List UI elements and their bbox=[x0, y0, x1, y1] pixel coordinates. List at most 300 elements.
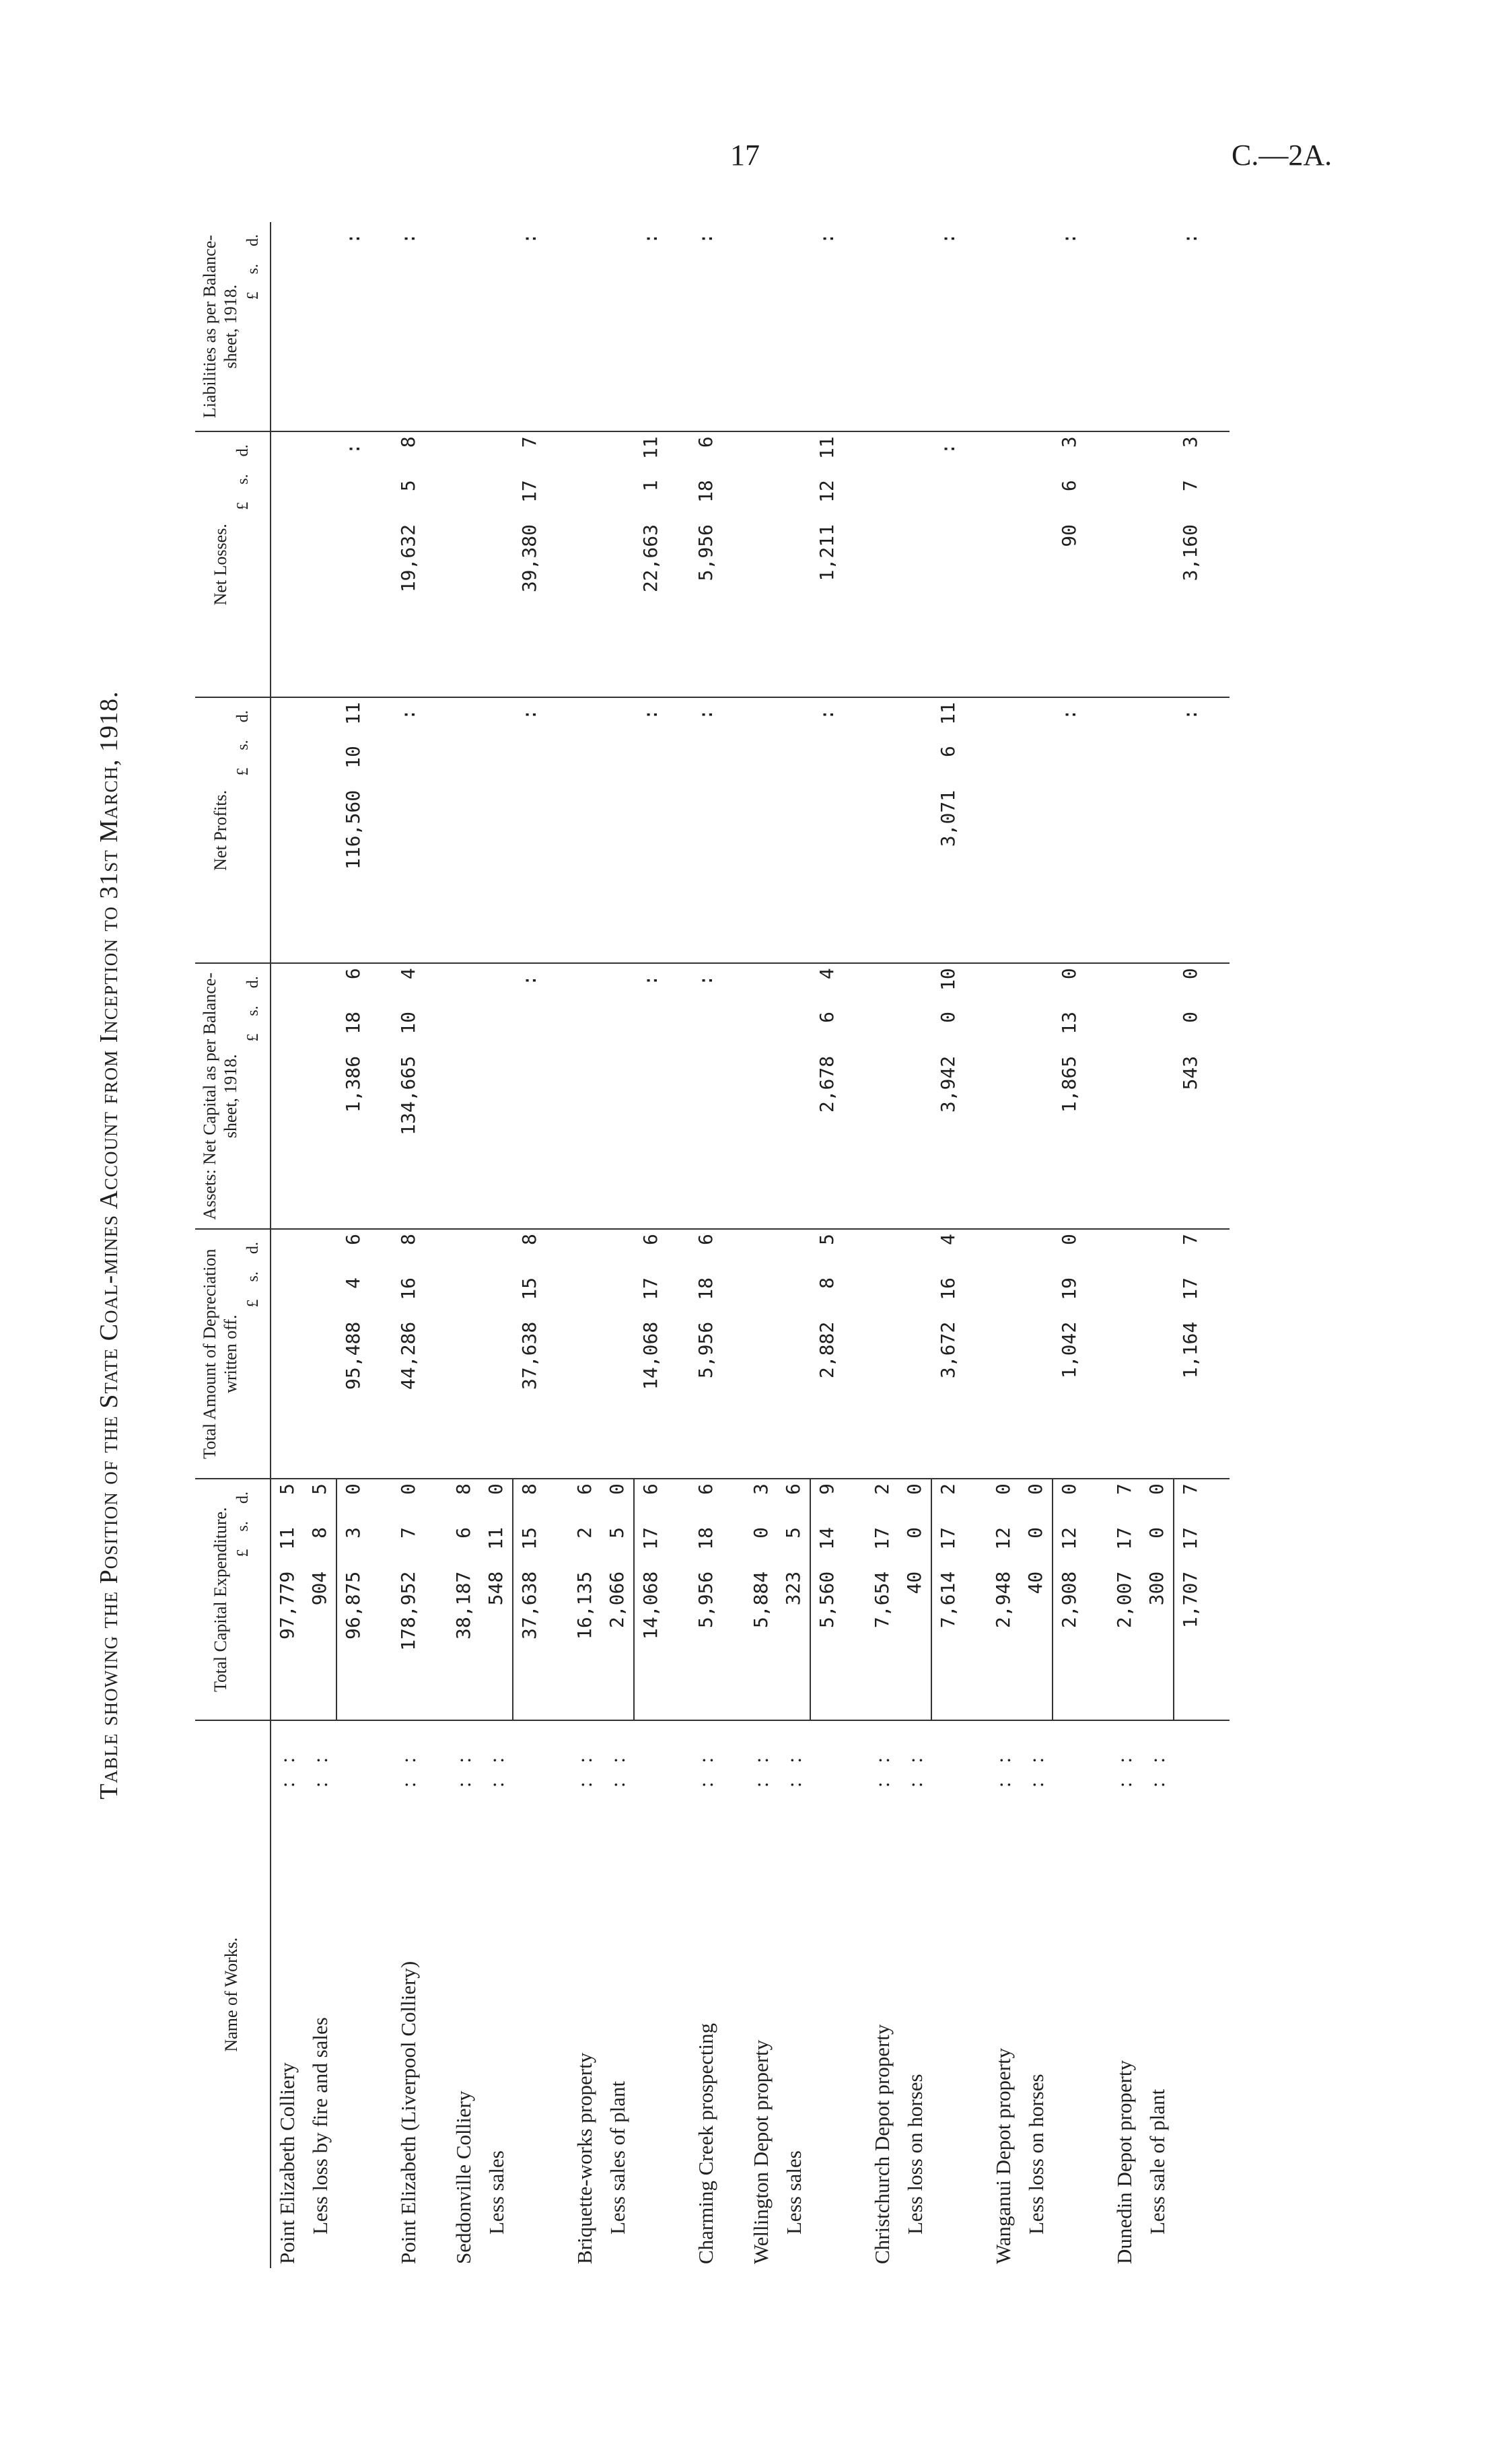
blank-cell bbox=[931, 1720, 964, 2268]
item-row bbox=[1020, 222, 1053, 2268]
dep-shillings: 15 bbox=[518, 1277, 540, 1300]
dep-shillings: 16 bbox=[936, 1277, 959, 1300]
blank-cell bbox=[569, 431, 601, 697]
spacer-cell bbox=[964, 1720, 987, 2268]
cap-shillings: 14 bbox=[810, 1523, 843, 1568]
spacer-cell bbox=[369, 431, 392, 697]
spacer-cell bbox=[843, 697, 866, 963]
cap-pounds: 14,068 bbox=[634, 1568, 667, 1720]
work-name: Charming Creek prospecting bbox=[694, 2022, 718, 2264]
cap-pounds: 5,956 bbox=[690, 1568, 722, 1720]
blank-cell bbox=[987, 222, 1020, 431]
spacer-cell bbox=[1086, 1229, 1108, 1479]
loss-pence: 11 bbox=[639, 436, 662, 460]
profit-placeholder: : bbox=[1174, 697, 1207, 963]
blank-cell bbox=[569, 697, 601, 963]
work-name: Wellington Depot property bbox=[749, 2039, 773, 2264]
cap-pence: 6 bbox=[573, 1483, 596, 1495]
blank-cell bbox=[1108, 963, 1141, 1229]
work-name: Less sale of plant bbox=[1145, 2088, 1169, 2234]
cap-shillings: 12 bbox=[1053, 1523, 1086, 1568]
dep-pounds: 14,068 bbox=[634, 1318, 667, 1479]
spacer-cell bbox=[722, 1479, 745, 1720]
cap-shillings: 17 bbox=[931, 1523, 964, 1568]
assets-pounds: 2,678 bbox=[810, 1052, 843, 1229]
blank-cell bbox=[777, 963, 810, 1229]
cap-pence: 8 bbox=[452, 1483, 475, 1495]
blank-cell bbox=[569, 222, 601, 431]
cap-pounds: 7,614 bbox=[931, 1568, 964, 1720]
spacer-cell bbox=[425, 222, 448, 431]
work-name: Less loss on horses bbox=[1024, 2074, 1048, 2234]
blank-cell bbox=[448, 431, 480, 697]
blank-cell bbox=[987, 697, 1020, 963]
loss-pounds: 19,632 bbox=[392, 520, 425, 697]
profit-pence: 11 bbox=[936, 702, 959, 726]
blank-cell bbox=[1020, 222, 1053, 431]
item-row bbox=[987, 222, 1020, 2268]
blank-cell bbox=[1020, 697, 1053, 963]
leader-dots: : : bbox=[605, 1751, 629, 1788]
cap-pounds: 5,884 bbox=[745, 1568, 777, 1720]
spacer-cell bbox=[369, 1479, 392, 1720]
blank-cell bbox=[513, 1720, 546, 2268]
blank-cell bbox=[271, 697, 304, 963]
liab-placeholder: : bbox=[931, 222, 964, 431]
blank-cell bbox=[634, 1720, 667, 2268]
spacer-cell bbox=[722, 431, 745, 697]
spacer-cell bbox=[1086, 963, 1108, 1229]
blank-cell bbox=[866, 963, 898, 1229]
assets-pounds: 3,942 bbox=[931, 1052, 964, 1229]
spacer-cell bbox=[1207, 1479, 1230, 1720]
loss-pounds: 5,956 bbox=[690, 520, 722, 697]
cap-shillings: 7 bbox=[397, 1526, 420, 1539]
assets-shillings: 18 bbox=[341, 1012, 364, 1034]
blank-cell bbox=[480, 1229, 513, 1479]
spacer-cell bbox=[369, 222, 392, 431]
cap-pounds: 7,654 bbox=[866, 1568, 898, 1720]
cap-shillings: 17 bbox=[871, 1526, 894, 1550]
spacer-cell bbox=[722, 1229, 745, 1479]
cap-pence: 2 bbox=[871, 1483, 894, 1495]
spacer-cell bbox=[722, 1720, 745, 2268]
item-row bbox=[898, 222, 931, 2268]
spacer-cell bbox=[425, 1720, 448, 2268]
cap-pence: 6 bbox=[782, 1483, 805, 1495]
leader-dots: : : bbox=[1145, 1751, 1169, 1788]
blank-cell bbox=[448, 222, 480, 431]
spacer-cell bbox=[667, 222, 690, 431]
spacer-cell bbox=[1086, 697, 1108, 963]
blank-cell bbox=[601, 697, 634, 963]
dep-shillings: 8 bbox=[815, 1277, 838, 1289]
dep-shillings: 18 bbox=[695, 1277, 717, 1300]
single-row bbox=[690, 222, 722, 2268]
assets-shillings: 0 bbox=[1178, 1012, 1201, 1023]
spacer-row bbox=[722, 222, 745, 2268]
loss-pence: 3 bbox=[1057, 436, 1080, 448]
spacer-cell bbox=[667, 963, 690, 1229]
col-head-capital: Total Capital Expenditure. £ s. d. bbox=[195, 1479, 271, 1720]
item-row bbox=[601, 222, 634, 2268]
work-name: Seddonville Colliery bbox=[452, 2090, 476, 2264]
dep-shillings: 16 bbox=[397, 1277, 420, 1300]
loss-placeholder: : bbox=[931, 431, 964, 697]
spacer-cell bbox=[722, 697, 745, 963]
liab-placeholder: : bbox=[392, 222, 425, 431]
blank-cell bbox=[271, 431, 304, 697]
blank-cell bbox=[1141, 697, 1174, 963]
item-row bbox=[569, 222, 601, 2268]
total-row bbox=[336, 222, 369, 2268]
table-body bbox=[271, 222, 1230, 2268]
blank-cell bbox=[271, 1229, 304, 1479]
profit-placeholder: : bbox=[392, 697, 425, 963]
blank-cell bbox=[271, 222, 304, 431]
cap-pence: 6 bbox=[634, 1479, 667, 1523]
blank-cell bbox=[745, 963, 777, 1229]
dep-pence: 6 bbox=[341, 1234, 364, 1246]
spacer-cell bbox=[1086, 1479, 1108, 1720]
blank-cell bbox=[745, 431, 777, 697]
spacer-cell bbox=[425, 963, 448, 1229]
spacer-cell bbox=[369, 1229, 392, 1479]
item-row bbox=[271, 222, 304, 2268]
blank-cell bbox=[448, 963, 480, 1229]
leader-dots: : : bbox=[452, 1751, 476, 1788]
cap-shillings: 0 bbox=[1024, 1526, 1047, 1539]
col-head-name: Name of Works. bbox=[195, 1720, 271, 2268]
assets-pence: 10 bbox=[936, 968, 959, 991]
profit-placeholder: : bbox=[634, 697, 667, 963]
spacer-cell bbox=[546, 1229, 569, 1479]
loss-placeholder: : bbox=[336, 431, 369, 697]
assets-shillings: 0 bbox=[936, 1012, 959, 1023]
assets-pence: 6 bbox=[341, 968, 364, 980]
liab-placeholder: : bbox=[336, 222, 369, 431]
col-head-liabilities: Liabilities as per Balance-sheet, 1918. £ s. d. bbox=[195, 222, 271, 431]
profit-shillings: 6 bbox=[936, 746, 959, 757]
profit-pounds: 3,071 bbox=[931, 786, 964, 963]
cap-shillings: 5 bbox=[782, 1526, 805, 1539]
profit-pence: 11 bbox=[341, 702, 364, 726]
leader-dots: : : bbox=[902, 1751, 927, 1788]
single-row bbox=[392, 222, 425, 2268]
total-row bbox=[513, 222, 546, 2268]
cap-pounds: 2,948 bbox=[987, 1568, 1020, 1720]
spacer-cell bbox=[1207, 431, 1230, 697]
leader-dots: : : bbox=[694, 1751, 718, 1788]
spacer-cell bbox=[964, 431, 987, 697]
spacer-row bbox=[369, 222, 392, 2268]
loss-pence: 7 bbox=[518, 436, 540, 448]
spacer-cell bbox=[964, 1479, 987, 1720]
spacer-cell bbox=[425, 1229, 448, 1479]
total-row bbox=[1053, 222, 1086, 2268]
cap-pence: 3 bbox=[750, 1483, 773, 1495]
work-name: Less sales of plant bbox=[605, 2080, 629, 2234]
blank-cell bbox=[1020, 431, 1053, 697]
dep-pounds: 37,638 bbox=[513, 1318, 546, 1479]
cap-pounds: 5,560 bbox=[810, 1568, 843, 1720]
coal-mines-account-table bbox=[195, 222, 1230, 2268]
assets-pounds: 1,386 bbox=[336, 1052, 369, 1229]
loss-pounds: 22,663 bbox=[634, 520, 667, 697]
blank-cell bbox=[1108, 697, 1141, 963]
dep-shillings: 17 bbox=[1178, 1277, 1201, 1300]
assets-placeholder: : bbox=[634, 963, 667, 1229]
cap-pence: 0 bbox=[606, 1483, 629, 1495]
spacer-row bbox=[546, 222, 569, 2268]
blank-cell bbox=[866, 431, 898, 697]
blank-cell bbox=[601, 222, 634, 431]
cap-shillings: 0 bbox=[903, 1526, 926, 1539]
spacer-row bbox=[1086, 222, 1108, 2268]
blank-cell bbox=[987, 431, 1020, 697]
blank-cell bbox=[745, 1229, 777, 1479]
cap-pence: 0 bbox=[1024, 1483, 1047, 1495]
spacer-cell bbox=[1207, 697, 1230, 963]
blank-cell bbox=[1174, 1720, 1207, 2268]
spacer-cell bbox=[1207, 222, 1230, 431]
spacer-cell bbox=[722, 222, 745, 431]
profit-placeholder: : bbox=[690, 697, 722, 963]
blank-cell bbox=[448, 1229, 480, 1479]
cap-pounds: 16,135 bbox=[569, 1568, 601, 1720]
cap-pence: 5 bbox=[276, 1483, 299, 1495]
item-row bbox=[866, 222, 898, 2268]
blank-cell bbox=[898, 963, 931, 1229]
blank-cell bbox=[480, 963, 513, 1229]
dep-pounds: 44,286 bbox=[392, 1318, 425, 1479]
spacer-cell bbox=[843, 1479, 866, 1720]
item-row bbox=[1141, 222, 1174, 2268]
cap-shillings: 15 bbox=[513, 1523, 546, 1568]
header-row bbox=[195, 222, 271, 2268]
blank-cell bbox=[271, 963, 304, 1229]
work-name: Point Elizabeth (Liverpool Colliery) bbox=[396, 1961, 421, 2264]
spacer-cell bbox=[546, 431, 569, 697]
assets-shillings: 13 bbox=[1057, 1012, 1080, 1034]
dep-pence: 5 bbox=[815, 1234, 838, 1246]
profit-placeholder: : bbox=[513, 697, 546, 963]
spacer-row bbox=[425, 222, 448, 2268]
liab-placeholder: : bbox=[1174, 222, 1207, 431]
spacer-cell bbox=[964, 1229, 987, 1479]
blank-cell bbox=[745, 222, 777, 431]
blank-cell bbox=[777, 431, 810, 697]
assets-placeholder: : bbox=[690, 963, 722, 1229]
blank-cell bbox=[448, 697, 480, 963]
cap-pence: 7 bbox=[1174, 1479, 1207, 1523]
cap-shillings: 12 bbox=[992, 1526, 1015, 1550]
cap-shillings: 2 bbox=[573, 1526, 596, 1539]
cap-shillings: 6 bbox=[452, 1526, 475, 1539]
spacer-cell bbox=[843, 431, 866, 697]
item-row bbox=[745, 222, 777, 2268]
blank-cell bbox=[898, 697, 931, 963]
assets-shillings: 6 bbox=[815, 1012, 838, 1023]
spacer-cell bbox=[667, 1229, 690, 1479]
dep-pence: 7 bbox=[1178, 1234, 1201, 1246]
leader-dots: : : bbox=[749, 1751, 773, 1788]
spacer-cell bbox=[667, 431, 690, 697]
cap-pounds: 97,779 bbox=[271, 1568, 304, 1720]
blank-cell bbox=[898, 431, 931, 697]
blank-cell bbox=[1108, 1229, 1141, 1479]
dep-pence: 8 bbox=[397, 1234, 420, 1246]
loss-pence: 3 bbox=[1178, 436, 1201, 448]
col-head-profits: Net Profits. £ s. d. bbox=[195, 697, 271, 963]
item-row bbox=[448, 222, 480, 2268]
blank-cell bbox=[777, 1229, 810, 1479]
blank-cell bbox=[1020, 1229, 1053, 1479]
blank-cell bbox=[898, 1229, 931, 1479]
blank-cell bbox=[601, 431, 634, 697]
dep-pence: 0 bbox=[1057, 1234, 1080, 1246]
cap-pence: 0 bbox=[397, 1483, 420, 1495]
loss-pounds: 1,211 bbox=[810, 520, 843, 697]
loss-pounds: 3,160 bbox=[1174, 520, 1207, 697]
blank-cell bbox=[1141, 963, 1174, 1229]
spacer-cell bbox=[369, 963, 392, 1229]
blank-cell bbox=[1020, 963, 1053, 1229]
spacer-cell bbox=[843, 222, 866, 431]
page-number: 17 bbox=[730, 139, 760, 172]
blank-cell bbox=[480, 222, 513, 431]
assets-pence: 4 bbox=[815, 968, 838, 980]
blank-cell bbox=[304, 963, 336, 1229]
assets-pence: 0 bbox=[1178, 968, 1201, 980]
dep-pounds: 1,042 bbox=[1053, 1318, 1086, 1479]
liab-placeholder: : bbox=[810, 222, 843, 431]
blank-cell bbox=[1141, 222, 1174, 431]
assets-pence: 0 bbox=[1057, 968, 1080, 980]
cap-pence: 0 bbox=[1145, 1483, 1168, 1495]
cap-shillings: 8 bbox=[308, 1526, 331, 1539]
total-row bbox=[634, 222, 667, 2268]
work-name: Christchurch Depot property bbox=[870, 2024, 894, 2264]
work-name: Briquette-works property bbox=[573, 2052, 597, 2264]
work-name: Less loss on horses bbox=[902, 2074, 927, 2234]
loss-pounds: 90 bbox=[1053, 520, 1086, 697]
leader-dots: : : bbox=[484, 1751, 508, 1788]
spacer-cell bbox=[425, 1479, 448, 1720]
spacer-cell bbox=[1086, 431, 1108, 697]
assets-placeholder: : bbox=[513, 963, 546, 1229]
profit-pounds: 116,560 bbox=[336, 786, 369, 963]
loss-shillings: 6 bbox=[1057, 480, 1080, 492]
work-name: Less sales bbox=[484, 2150, 508, 2234]
assets-shillings: 10 bbox=[397, 1012, 420, 1034]
blank-cell bbox=[866, 697, 898, 963]
blank-cell bbox=[480, 431, 513, 697]
total-row bbox=[931, 222, 964, 2268]
dep-shillings: 4 bbox=[341, 1277, 364, 1289]
leader-dots: : : bbox=[275, 1751, 299, 1788]
dep-pence: 4 bbox=[936, 1234, 959, 1246]
cap-pounds: 178,952 bbox=[392, 1568, 425, 1720]
cap-shillings: 18 bbox=[695, 1526, 717, 1550]
blank-cell bbox=[810, 1720, 843, 2268]
spacer-cell bbox=[1207, 1720, 1230, 2268]
leader-dots: : : bbox=[396, 1751, 421, 1788]
spacer-cell bbox=[667, 697, 690, 963]
spacer-cell bbox=[964, 697, 987, 963]
assets-pence: 4 bbox=[397, 968, 420, 980]
spacer-cell bbox=[546, 697, 569, 963]
spacer-cell bbox=[425, 431, 448, 697]
cap-shillings: 0 bbox=[750, 1526, 773, 1539]
blank-cell bbox=[304, 1229, 336, 1479]
cap-pounds: 300 bbox=[1141, 1568, 1174, 1720]
work-name: Less loss by fire and sales bbox=[308, 2017, 332, 2234]
spacer-cell bbox=[667, 1479, 690, 1720]
cap-pounds: 37,638 bbox=[513, 1568, 546, 1720]
liab-placeholder: : bbox=[513, 222, 546, 431]
spacer-cell bbox=[1086, 1720, 1108, 2268]
cap-shillings: 0 bbox=[1145, 1526, 1168, 1539]
dep-shillings: 19 bbox=[1057, 1277, 1080, 1300]
liab-placeholder: : bbox=[634, 222, 667, 431]
dep-pounds: 95,488 bbox=[336, 1318, 369, 1479]
blank-cell bbox=[1141, 431, 1174, 697]
cap-pence: 0 bbox=[903, 1483, 926, 1495]
leader-dots: : : bbox=[991, 1751, 1016, 1788]
item-row bbox=[777, 222, 810, 2268]
blank-cell bbox=[480, 697, 513, 963]
cap-shillings: 3 bbox=[336, 1523, 369, 1568]
loss-pence: 8 bbox=[397, 436, 420, 448]
blank-cell bbox=[1053, 1720, 1086, 2268]
cap-pence: 0 bbox=[336, 1479, 369, 1523]
cap-pence: 0 bbox=[1053, 1479, 1086, 1523]
assets-pounds: 1,865 bbox=[1053, 1052, 1086, 1229]
liab-placeholder: : bbox=[1053, 222, 1086, 431]
spacer-cell bbox=[546, 963, 569, 1229]
spacer-cell bbox=[964, 222, 987, 431]
cap-shillings: 17 bbox=[1174, 1523, 1207, 1568]
cap-shillings: 17 bbox=[634, 1523, 667, 1568]
cap-pence: 9 bbox=[810, 1479, 843, 1523]
liab-placeholder: : bbox=[690, 222, 722, 431]
spacer-cell bbox=[546, 222, 569, 431]
spacer-row bbox=[1207, 222, 1230, 2268]
col-head-depreciation: Total Amount of Depreciation written off. £ s. d. bbox=[195, 1229, 271, 1479]
leader-dots: : : bbox=[308, 1751, 332, 1788]
cap-pounds: 40 bbox=[1020, 1568, 1053, 1720]
work-name: Dunedin Depot property bbox=[1112, 2060, 1137, 2264]
blank-cell bbox=[866, 222, 898, 431]
dep-pounds: 3,672 bbox=[931, 1318, 964, 1479]
spacer-cell bbox=[546, 1720, 569, 2268]
profit-placeholder: : bbox=[1053, 697, 1086, 963]
work-name: Wanganui Depot property bbox=[991, 2047, 1016, 2264]
cap-shillings: 17 bbox=[1113, 1526, 1136, 1550]
leader-dots: : : bbox=[573, 1751, 597, 1788]
blank-cell bbox=[777, 697, 810, 963]
blank-cell bbox=[336, 1720, 369, 2268]
loss-pence: 11 bbox=[815, 436, 838, 460]
col-head-losses: Net Losses. £ s. d. bbox=[195, 431, 271, 697]
blank-cell bbox=[1108, 431, 1141, 697]
work-name: Less sales bbox=[781, 2150, 806, 2234]
dep-pounds: 5,956 bbox=[690, 1318, 722, 1479]
spacer-row bbox=[843, 222, 866, 2268]
rotated-table-block bbox=[94, 222, 1413, 2268]
spacer-cell bbox=[369, 1720, 392, 2268]
